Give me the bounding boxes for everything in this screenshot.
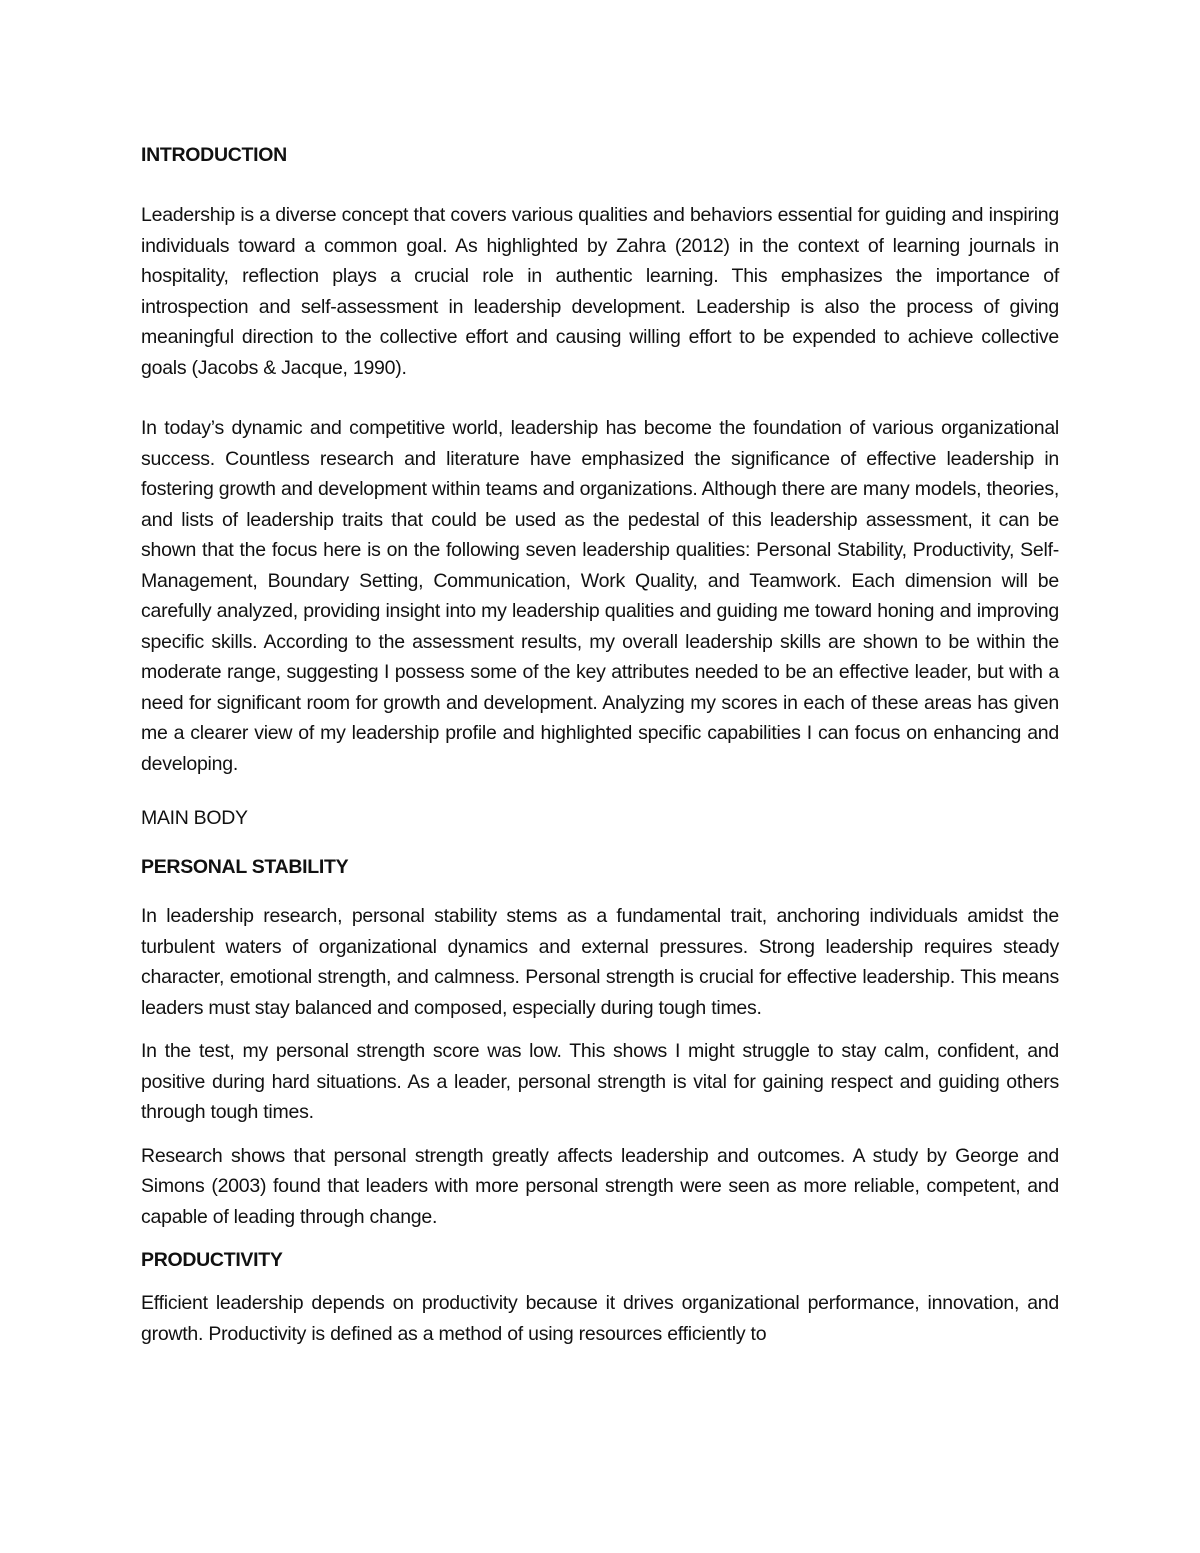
intro-paragraph-2: In today’s dynamic and competitive world, leadership has become the foundation of various organizational success. Countless research and literature have emphasized the significance of effective leadership in fostering growth and development within teams and organizations. Although there are many models, theories, and lists of leadership traits that could be used as the pedestal of this leadership assessment, it can be shown that the focus here is on the following seven leadership qualities: Personal Stability, Productivity, Self-Management, Boundary Setting, Communication, Work Quality, and Teamwork. Each dimension will be carefully analyzed, providing insight into my leadership qualities and guiding me toward honing and improving specific skills. According to the assessment results, my overall leadership skills are shown to be within the moderate range, suggesting I possess some of the key attributes needed to be an effective leader, but with a need for significant room for growth and development. Analyzing my scores in each of these areas has given me a clearer view of my leadership profile and highlighted specific capabilities I can focus on enhancing and developing. — [141, 417, 1059, 775]
heading-main-body: MAIN BODY — [141, 807, 248, 829]
personal-stability-paragraph-1: In leadership research, personal stability stems as a fundamental trait, anchoring individuals amidst the turbulent waters of organizational dynamics and external pressures. Strong leadership requires steady character, emotional strength, and calmness. Personal strength is crucial for effective leadership. This means leaders must stay balanced and composed, especially during tough times. — [141, 905, 1059, 1019]
personal-stability-paragraph-3: Research shows that personal strength greatly affects leadership and outcomes. A study by George and Simons (2003) found that leaders with more personal strength were seen as more reliable, competent, and capable of leading through change. — [141, 1144, 1059, 1228]
document-body — [141, 140, 1059, 1349]
personal-stability-paragraph-2: In the test, my personal strength score was low. This shows I might struggle to stay calm, confident, and positive during hard situations. As a leader, personal strength is vital for gaining respect and guiding others through tough times. — [141, 1040, 1059, 1123]
heading-personal-stability: PERSONAL STABILITY — [141, 856, 349, 878]
heading-productivity: PRODUCTIVITY — [141, 1249, 283, 1271]
productivity-paragraph-1: Efficient leadership depends on productivity because it drives organizational performance, innovation, and growth. Productivity is defined as a method of using resources efficiently to — [141, 1292, 1059, 1345]
intro-paragraph-1: Leadership is a diverse concept that covers various qualities and behaviors essential for guiding and inspiring individuals toward a common goal. As highlighted by Zahra (2012) in the context of learning journals in hospitality, reflection plays a crucial role in authentic learning. This emphasizes the importance of introspection and self-assessment in leadership development. Leadership is also the process of giving meaningful direction to the collective effort and causing willing effort to be expended to achieve collective goals (Jacobs & Jacque, 1990). — [141, 204, 1059, 379]
heading-introduction: INTRODUCTION — [141, 144, 287, 166]
